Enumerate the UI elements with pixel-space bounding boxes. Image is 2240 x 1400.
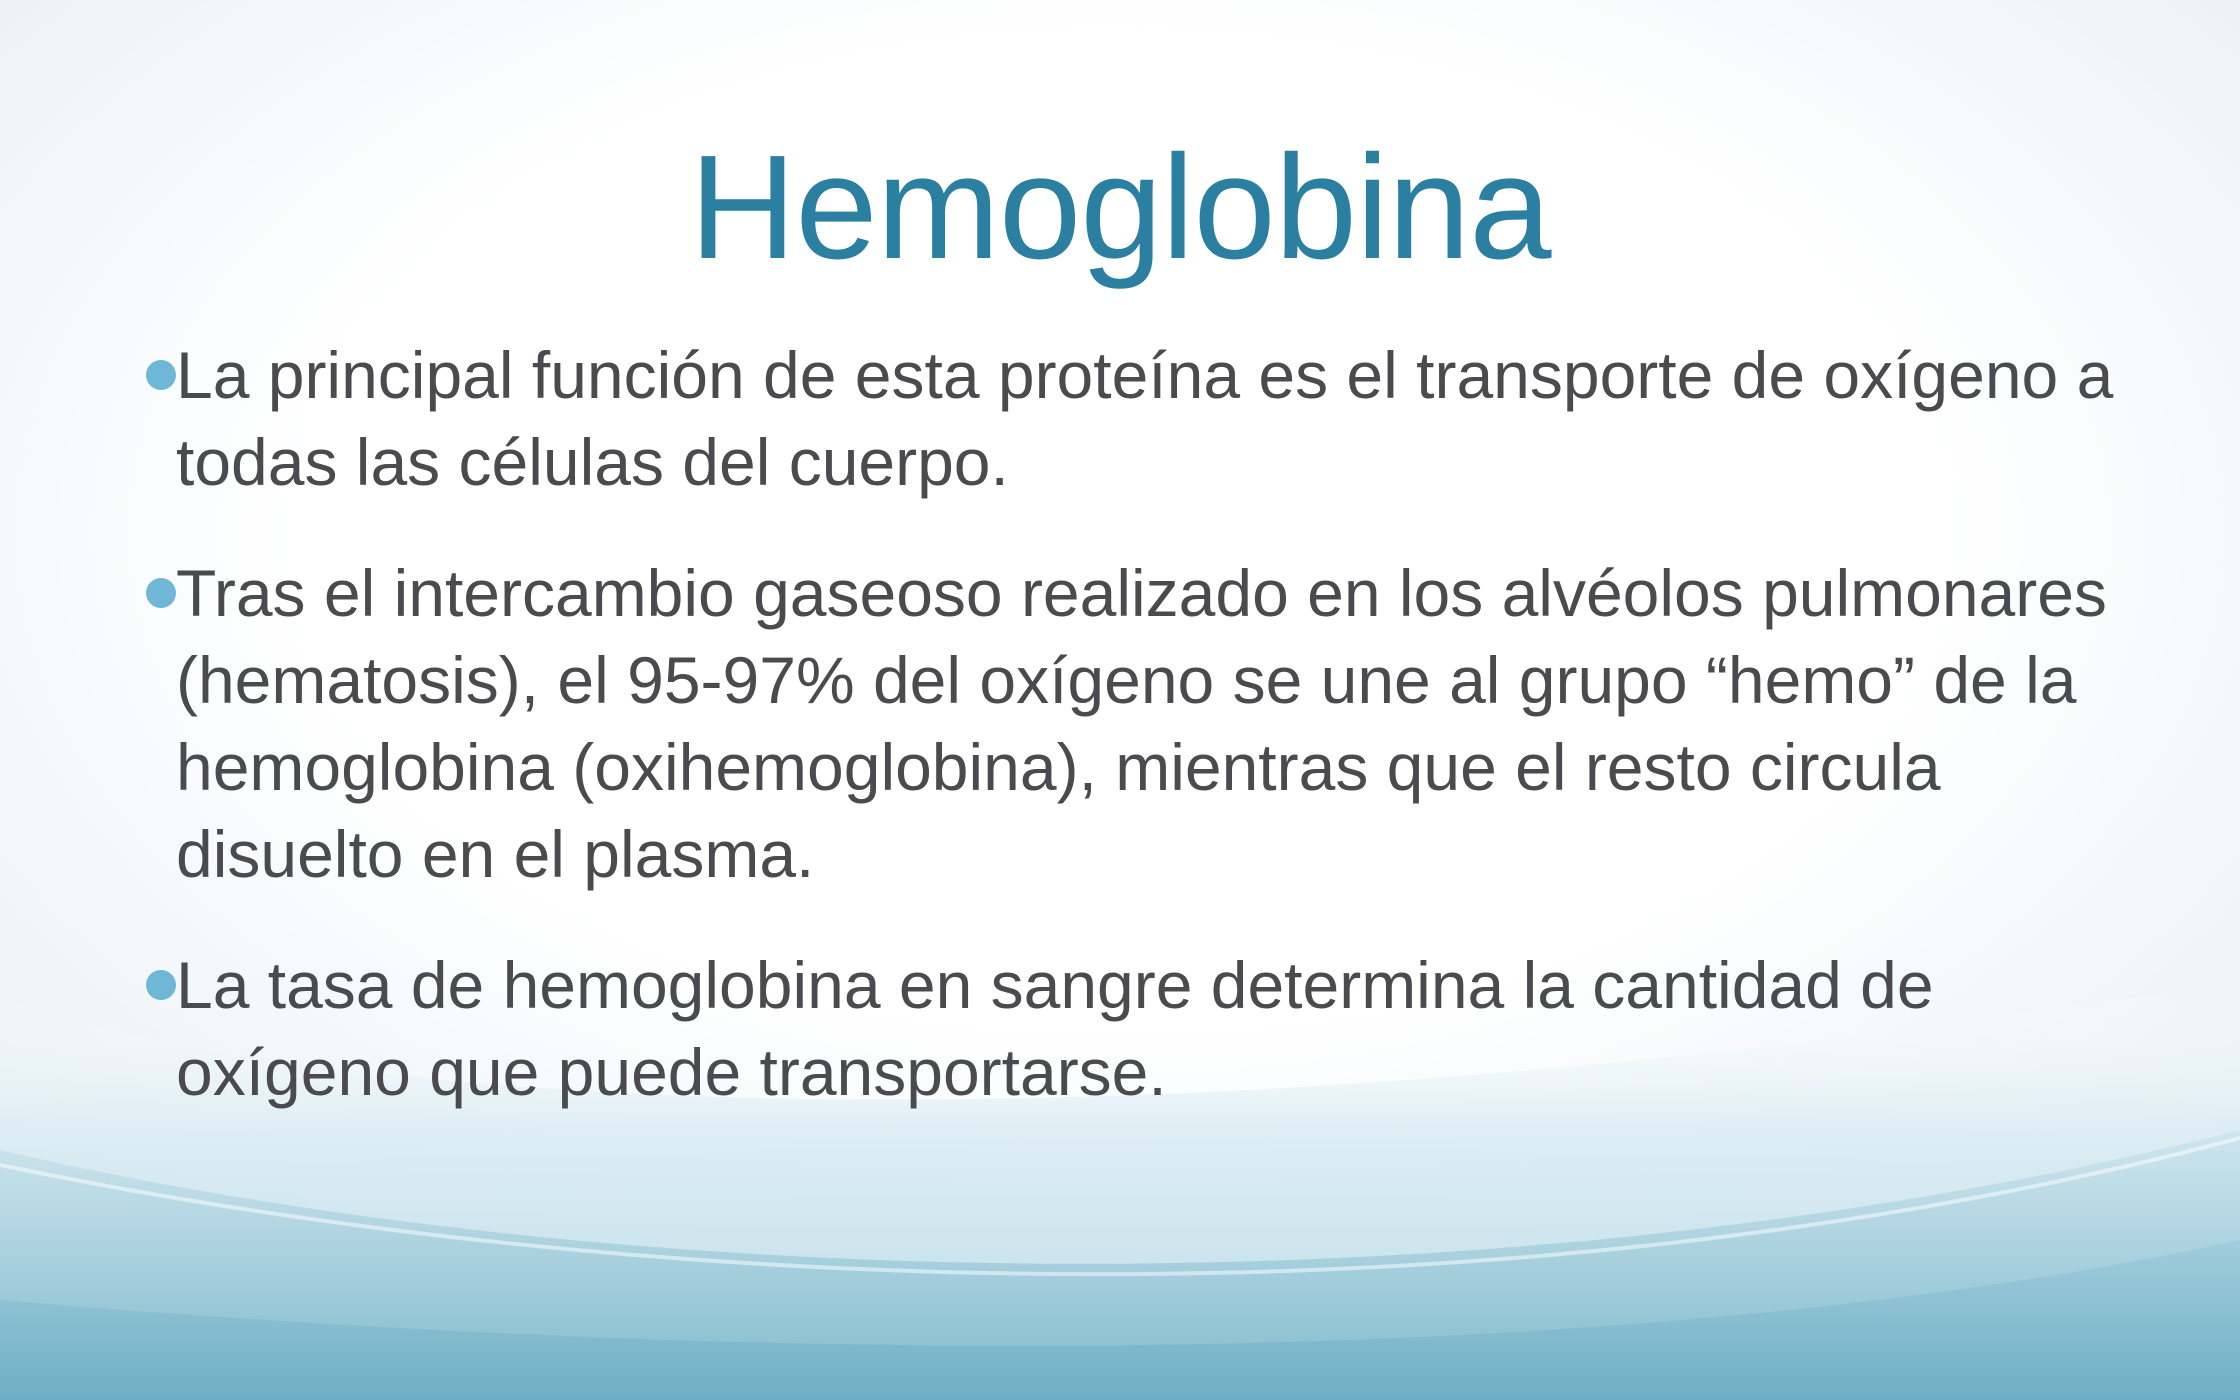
bullet-item [140, 942, 2140, 1116]
bullet-dot-icon [146, 578, 176, 608]
bullet-text: La tasa de hemoglobina en sangre determina la cantidad de oxígeno que puede transportarse. [176, 948, 1934, 1109]
bullet-dot-icon [146, 360, 176, 390]
bullet-item [140, 550, 2140, 898]
bullet-text: La principal función de esta proteína es el transporte de oxígeno a todas las células del cuerpo. [176, 338, 2114, 499]
slide-title: Hemoglobina [689, 125, 1551, 290]
bullet-dot-icon [146, 970, 176, 1000]
bullet-list [140, 332, 2140, 1160]
bullet-text: Tras el intercambio gaseoso realizado en los alvéolos pulmonares (hematosis), el 95-97% del oxígeno se une al grupo “hemo” de la hemoglobina (oxihemoglobina), mientras que el resto circula disuelto en el plasma. [176, 556, 2107, 891]
bullet-item [140, 332, 2140, 506]
